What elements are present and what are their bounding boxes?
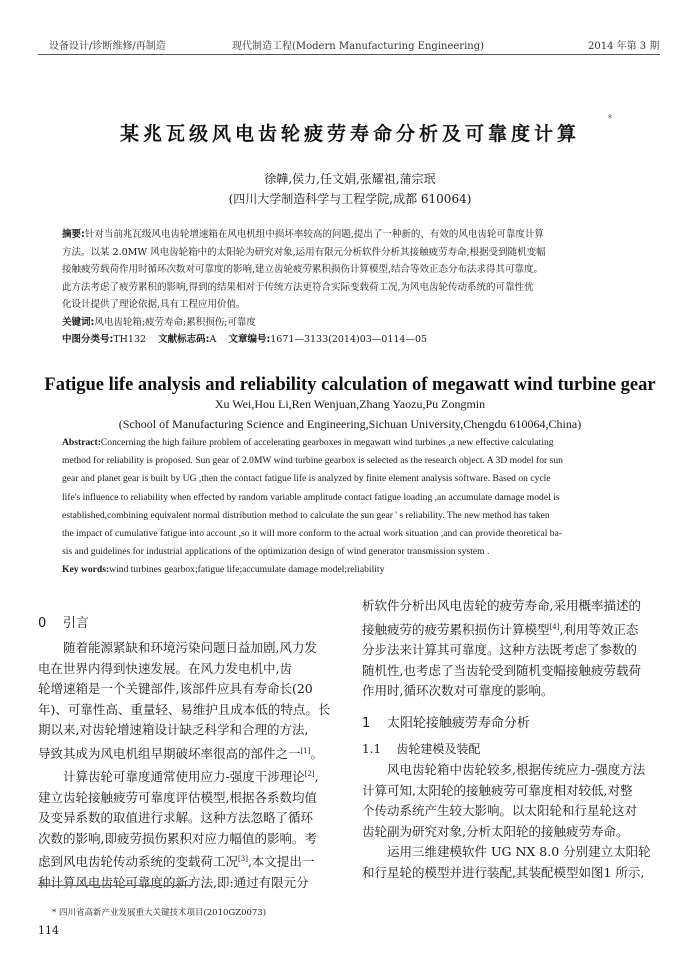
paper-title-en: Fatigue life analysis and reliability calculation of megawatt wind turbine gear: [44, 375, 656, 395]
abstract-cn-line: 针对当前兆瓦级风电齿轮增速箱在风电机组中损坏率较高的问题,提出了一种新的、有效的风电齿轮可靠度计算: [84, 229, 544, 240]
section-0-number: 0: [38, 616, 47, 631]
para-line: 析软件分析出风电齿轮的疲劳寿命,采用概率描述的: [362, 598, 641, 613]
running-header-issue: 2014 年第 3 期: [588, 41, 660, 52]
running-header-left: 设备设计/诊断维修/再制造: [49, 41, 166, 52]
right-column-intro: [362, 596, 662, 702]
affiliation-en: (School of Manufacturing Science and Engineering,Sichuan University,Chengdu 610064,China): [118, 417, 582, 431]
left-column-body: [38, 638, 338, 893]
para-line: 作用时,循环次数对可靠度的影响。: [362, 683, 554, 699]
para-line: 电在世界内得到快速发展。在风力发电机中,齿: [38, 660, 292, 676]
authors-en: Xu Wei,Hou Li,Ren Wenjuan,Zhang Yaozu,Pu Zongmin: [214, 397, 486, 411]
right-column-body: [362, 760, 662, 883]
header-rule: [38, 54, 660, 55]
abstract-en-line: method for reliability is proposed. Sun gear of 2.0MW wind turbine gearbox is selected as the research object. A 3D model for sun: [62, 455, 563, 467]
abstract-cn: [62, 226, 638, 349]
para-line: 和行星轮的模型并进行装配,其装配模型如图1 所示,: [362, 864, 645, 880]
abstract-cn-label: 摘要:: [62, 229, 85, 240]
page-number: 114: [38, 924, 59, 937]
keywords-cn-label: 关键词:: [62, 316, 95, 328]
para-line: 随着能源紧缺和环境污染问题日益加剧,风力发: [63, 640, 317, 655]
para-line-tail: ,: [314, 769, 319, 785]
para-line: 建立齿轮接触疲劳可靠度评估模型,根据各系数均值: [38, 789, 317, 805]
keywords-en-label: Key words:: [62, 564, 110, 576]
abstract-en-line: gear and planet gear is built by UG ,then the contact fatigue life is analyzed by finite element analysis software. Based on cycle: [62, 473, 551, 485]
section-1-1-heading: [362, 740, 480, 757]
doc-code-value: A: [209, 334, 217, 345]
para-line: 分步法来计算其可靠度。这种方法既考虑了参数的: [362, 642, 638, 658]
clc-value: TH132: [113, 334, 147, 345]
abstract-cn-line: 方法。以某 2.0MW 风电齿轮箱中的太阳轮为研究对象,运用有限元分析软件分析其接触疲劳寿命,根据受到随机变幅: [62, 246, 546, 258]
para-line: 接触疲劳的疲劳累积损伤计算模型: [362, 621, 550, 637]
abstract-cn-line: 化设计提供了理论依据,具有工程应用价值。: [62, 299, 246, 310]
section-0-title: 引言: [62, 616, 89, 631]
para-line: 随机性,也考虑了当齿轮受到随机变幅接触疲劳载荷: [362, 662, 641, 678]
section-1-title: 太阳轮接触疲劳寿命分析: [386, 716, 530, 731]
para-line: 个传动系统产生较大影响。以太阳轮和行星轮这对: [362, 803, 638, 818]
para-line: 齿轮副为研究对象,分析太阳轮的接触疲劳寿命。: [362, 823, 629, 839]
article-no-value: 1671—3133(2014)03—0114—05: [270, 334, 428, 345]
para-line: 虑到风电齿轮传动系统的变载荷工况: [38, 854, 239, 870]
section-0-heading: [38, 612, 89, 631]
paper-title-cn: 某兆瓦级风电齿轮疲劳寿命分析及可靠度计算: [119, 123, 580, 145]
citation-4: [4]: [549, 622, 560, 631]
keywords-cn: 风电齿轮箱;疲劳寿命;累积损伤;可靠度: [94, 316, 256, 328]
abstract-en-line: life's influence to reliability when effected by random variable amplitude contact fatigue loading ,an accumulate damage model is: [62, 491, 560, 503]
citation-3: [3]: [238, 855, 248, 864]
para-line: 风电齿轮箱中齿轮较多,根据传统应力-强度方法: [387, 762, 646, 777]
para-line: 运用三维建模软件 UG NX 8.0 分别建立太阳轮: [387, 844, 651, 859]
abstract-cn-line: 接触疲劳载荷作用时循环次数对可靠度的影响,建立齿轮疲劳累积损伤计算模型,结合等效正态分布法求得其可靠度。: [62, 264, 544, 275]
abstract-en-line: sis and guidelines for industrial applications of the optimization design of wind generator transmission system .: [62, 546, 490, 558]
abstract-cn-line: 此方法考虑了疲劳累积的影响,得到的结果相对于传统方法更符合实际变载荷工况,为风电齿轮传动系统的可靠性优: [62, 281, 534, 293]
clc-label: 中图分类号:: [62, 334, 114, 345]
abstract-en-line: the impact of cumulative fatigue into account ,so it will more conform to the actual work situation ,and can provide theoretical ba-: [62, 528, 563, 540]
para-line-tail: ,利用等效正态: [559, 621, 639, 637]
running-header-journal: 现代制造工程(Modern Manufacturing Engineering): [232, 41, 485, 52]
section-1-1-number: 1.1: [362, 742, 382, 756]
authors-cn: 徐韡,侯力,任文娟,张耀祖,蒲宗珉: [264, 172, 436, 186]
para-line-tail: 。: [310, 745, 323, 761]
keywords-en: wind turbines gearbox;fatigue life;accumulate damage model;reliability: [109, 564, 385, 576]
article-no-label: 文章编号:: [228, 334, 271, 345]
doc-code-label: 文献标志码:: [158, 334, 210, 345]
para-line: 种计算风电齿轮可靠度的新方法,即:通过有限元分: [38, 874, 309, 890]
para-line: 次数的影响,即疲劳损伤累积对应力幅值的影响。考: [38, 830, 317, 846]
para-line: 计算可知,太阳轮的接触疲劳可靠度相对较低,对整: [362, 782, 633, 798]
para-line: 期以来,对齿轮增速箱设计缺乏科学和合理的方法,: [38, 722, 309, 737]
affiliation-cn: (四川大学制造科学与工程学院,成都 610064): [228, 192, 472, 206]
para-line: 计算齿轮可靠度通常使用应力-强度干涉理论: [63, 769, 305, 785]
title-footnote-mark: *: [608, 114, 612, 123]
section-1-number: 1: [362, 716, 371, 731]
citation-1: [1]: [300, 746, 311, 755]
funding-footnote: * 四川省高新产业发展重大关键技术项目(2010GZ0073): [52, 908, 267, 918]
section-1-heading: [362, 712, 530, 731]
abstract-en-label: Abstract:: [62, 437, 101, 448]
abstract-en-line: established,combining equivalent normal distribution method to calculate the sun gear ' s reliability. The new method has taken: [62, 509, 550, 521]
section-1-1-title: 齿轮建模及装配: [396, 742, 481, 756]
para-line: 导致其成为风电机组早期破坏率很高的部件之一: [38, 745, 301, 761]
para-line-tail: ,本文提出一: [247, 854, 315, 870]
footnote-rule: [38, 885, 193, 886]
para-line: 轮增速箱是一个关键部件,该部件应具有寿命长(20: [38, 681, 313, 696]
para-line: 及变异系数的取值进行求解。这种方法忽略了循环: [38, 810, 314, 826]
abstract-en-line: Concerning the high failure problem of accelerating gearboxes in megawatt wind turbines ,a new effective calculating: [100, 437, 554, 448]
abstract-en: [62, 434, 638, 580]
para-line: 年)、可靠性高、重量轻、易维护且成本低的特点。长: [38, 701, 331, 717]
citation-2: [2]: [304, 770, 315, 779]
